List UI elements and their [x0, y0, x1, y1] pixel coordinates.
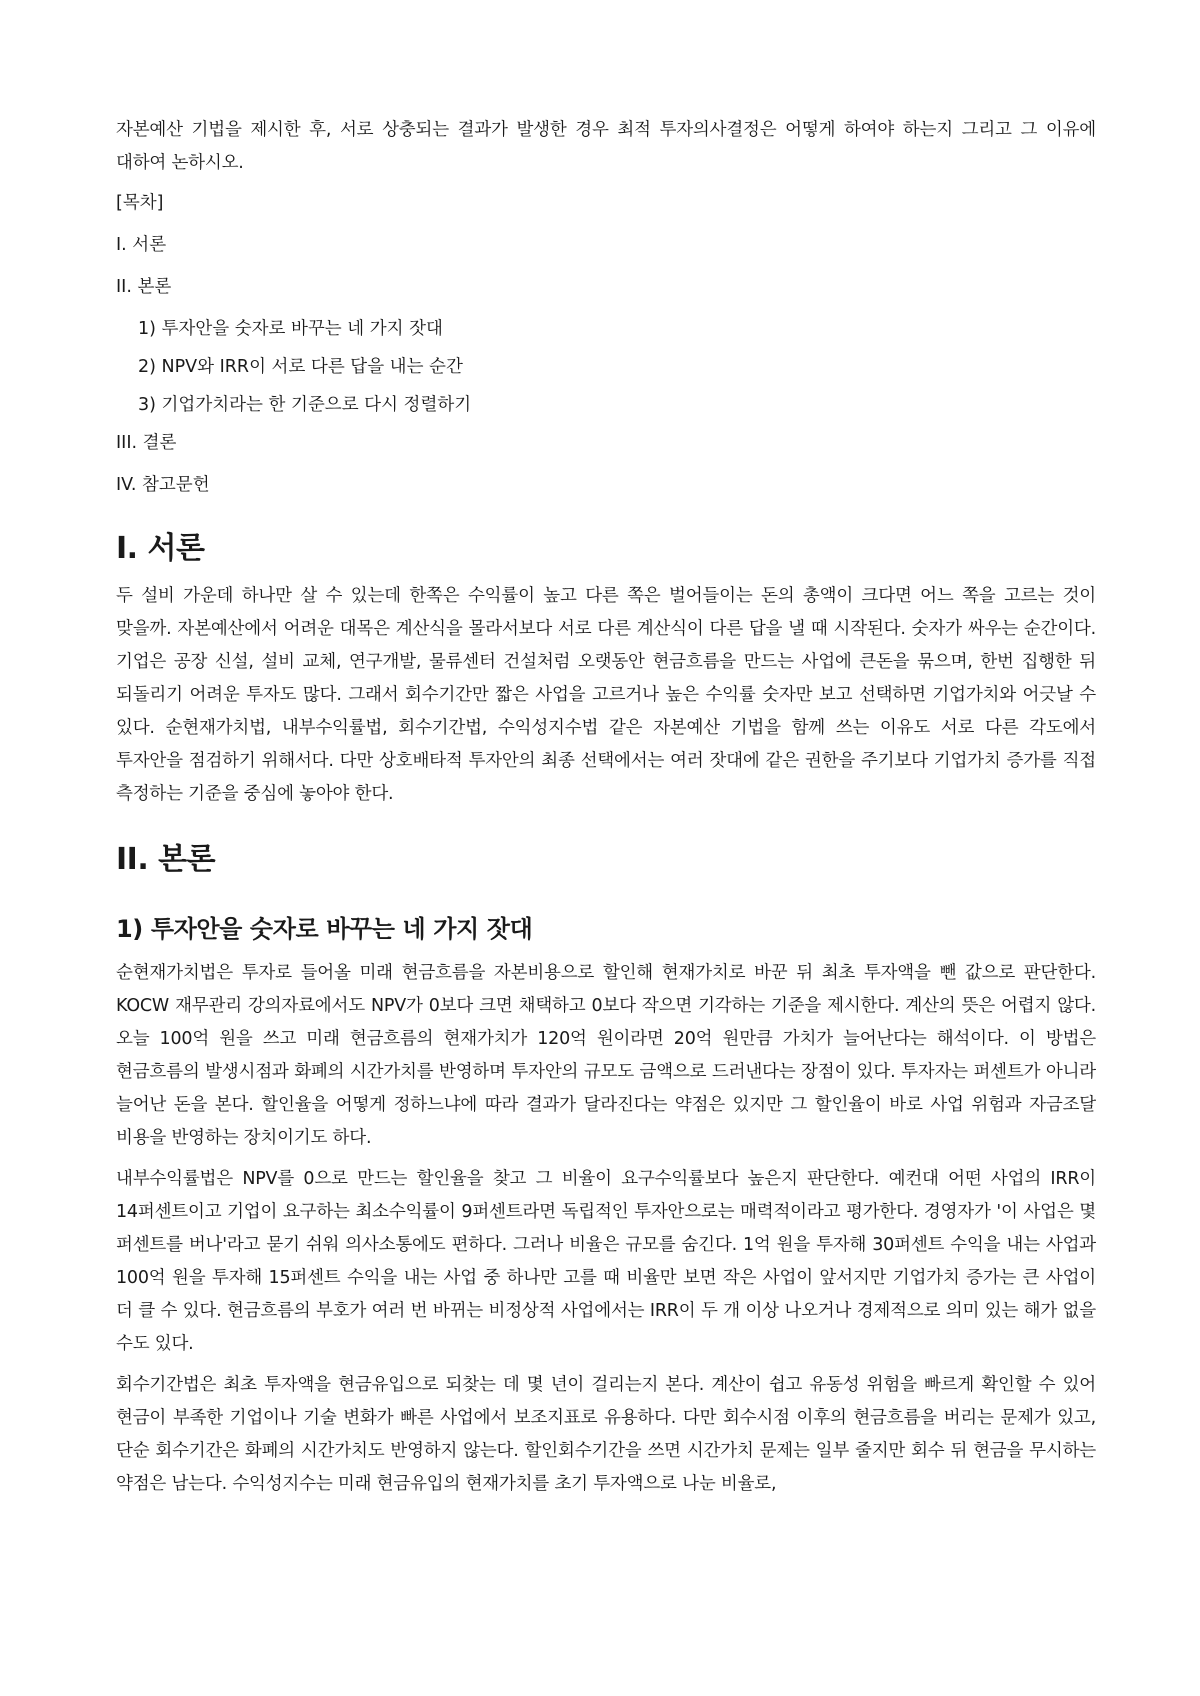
toc-item-references: IV. 참고문헌 — [116, 475, 210, 495]
toc-label: [목차] — [116, 193, 164, 213]
section1-paragraph-payback: 회수기간법은 최초 투자액을 현금유입으로 되찾는 데 몇 년이 걸리는지 본다. 계산이 쉽고 유동성 위험을 빠르게 확인할 수 있어 현금이 부족한 기업이나 기술 변화가 빠른 사업에서 보조지표로 유용하다. 다만 회수시점 이후의 현금흐름을 버리는 문제가 있고, 단순 회수기간은 화폐의 시간가치도 반영하지 않는다. 할인회수기간을 쓰면 시간가치 문제는 일부 줄지만 회수 뒤 현금을 무시하는 약점은 남는다. 수익성지수는 미래 현금유입의 현재가치를 초기 투자액으로 나눈 비율로, — [116, 1375, 1096, 1494]
toc-item-body: II. 본론 — [116, 277, 172, 297]
toc-subitem-2: 2) NPV와 IRR이 서로 다른 답을 내는 순간 — [138, 357, 463, 377]
table-of-contents — [116, 188, 1096, 500]
toc-item-conclusion: III. 결론 — [116, 433, 177, 453]
intro-paragraph: 두 설비 가운데 하나만 살 수 있는데 한쪽은 수익률이 높고 다른 쪽은 벌어들이는 돈의 총액이 크다면 어느 쪽을 고르는 것이 맞을까. 자본예산에서 어려운 대목은 계산식을 몰라서보다 서로 다른 계산식이 다른 답을 낼 때 시작된다. 숫자가 싸우는 순간이다. 기업은 공장 신설, 설비 교체, 연구개발, 물류센터 건설처럼 오랫동안 현금흐름을 만드는 사업에 큰돈을 묶으며, 한번 집행한 뒤 되돌리기 어려운 투자도 많다. 그래서 회수기간만 짧은 사업을 고르거나 높은 수익률 숫자만 보고 선택하면 기업가치와 어긋날 수 있다. 순현재가치법, 내부수익률법, 회수기간법, 수익성지수법 같은 자본예산 기법을 함께 쓰는 이유도 서로 다른 각도에서 투자안을 점검하기 위해서다. 다만 상호배타적 투자안의 최종 선택에서는 여러 잣대에 같은 권한을 주기보다 기업가치 증가를 직접 측정하는 기준을 중심에 놓아야 한다. — [116, 586, 1096, 804]
section1-heading: 1) 투자안을 숫자로 바꾸는 네 가지 잣대 — [116, 915, 533, 943]
section1-paragraph-npv: 순현재가치법은 투자로 들어올 미래 현금흐름을 자본비용으로 할인해 현재가치로 바꾼 뒤 최초 투자액을 뺀 값으로 판단한다. KOCW 재무관리 강의자료에서도 NPV가 0보다 크면 채택하고 0보다 작으면 기각하는 기준을 제시한다. 계산의 뜻은 어렵지 않다. 오늘 100억 원을 쓰고 미래 현금흐름의 현재가치가 120억 원이라면 20억 원만큼 가치가 늘어난다는 해석이다. 이 방법은 현금흐름의 발생시점과 화폐의 시간가치를 반영하며 투자안의 규모도 금액으로 드러낸다는 장점이 있다. 투자자는 퍼센트가 아니라 늘어난 돈을 본다. 할인율을 어떻게 정하느냐에 따라 결과가 달라진다는 약점은 있지만 그 할인율이 바로 사업 위험과 자금조달 비용을 반영하는 장치이기도 하다. — [116, 963, 1096, 1148]
intro-heading: I. 서론 — [116, 531, 205, 566]
toc-item-intro: I. 서론 — [116, 235, 167, 255]
body-heading: II. 본론 — [116, 842, 216, 877]
question-text: 자본예산 기법을 제시한 후, 서로 상충되는 결과가 발생한 경우 최적 투자의사결정은 어떻게 하여야 하는지 그리고 그 이유에 대하여 논하시오. — [116, 120, 1096, 173]
toc-subitem-1: 1) 투자안을 숫자로 바꾸는 네 가지 잣대 — [138, 319, 443, 339]
toc-subitem-3: 3) 기업가치라는 한 기준으로 다시 정렬하기 — [138, 395, 472, 415]
section1-paragraph-irr: 내부수익률법은 NPV를 0으로 만드는 할인율을 찾고 그 비율이 요구수익률보다 높은지 판단한다. 예컨대 어떤 사업의 IRR이 14퍼센트이고 기업이 요구하는 최소수익률이 9퍼센트라면 독립적인 투자안으로는 매력적이라고 평가한다. 경영자가 '이 사업은 몇 퍼센트를 버나'라고 묻기 쉬워 의사소통에도 편하다. 그러나 비율은 규모를 숨긴다. 1억 원을 투자해 30퍼센트 수익을 내는 사업과 100억 원을 투자해 15퍼센트 수익을 내는 사업 중 하나만 고를 때 비율만 보면 작은 사업이 앞서지만 기업가치 증가는 큰 사업이 더 클 수 있다. 현금흐름의 부호가 여러 번 바뀌는 비정상적 사업에서는 IRR이 두 개 이상 나오거나 경제적으로 의미 있는 해가 없을 수도 있다. — [116, 1169, 1096, 1354]
